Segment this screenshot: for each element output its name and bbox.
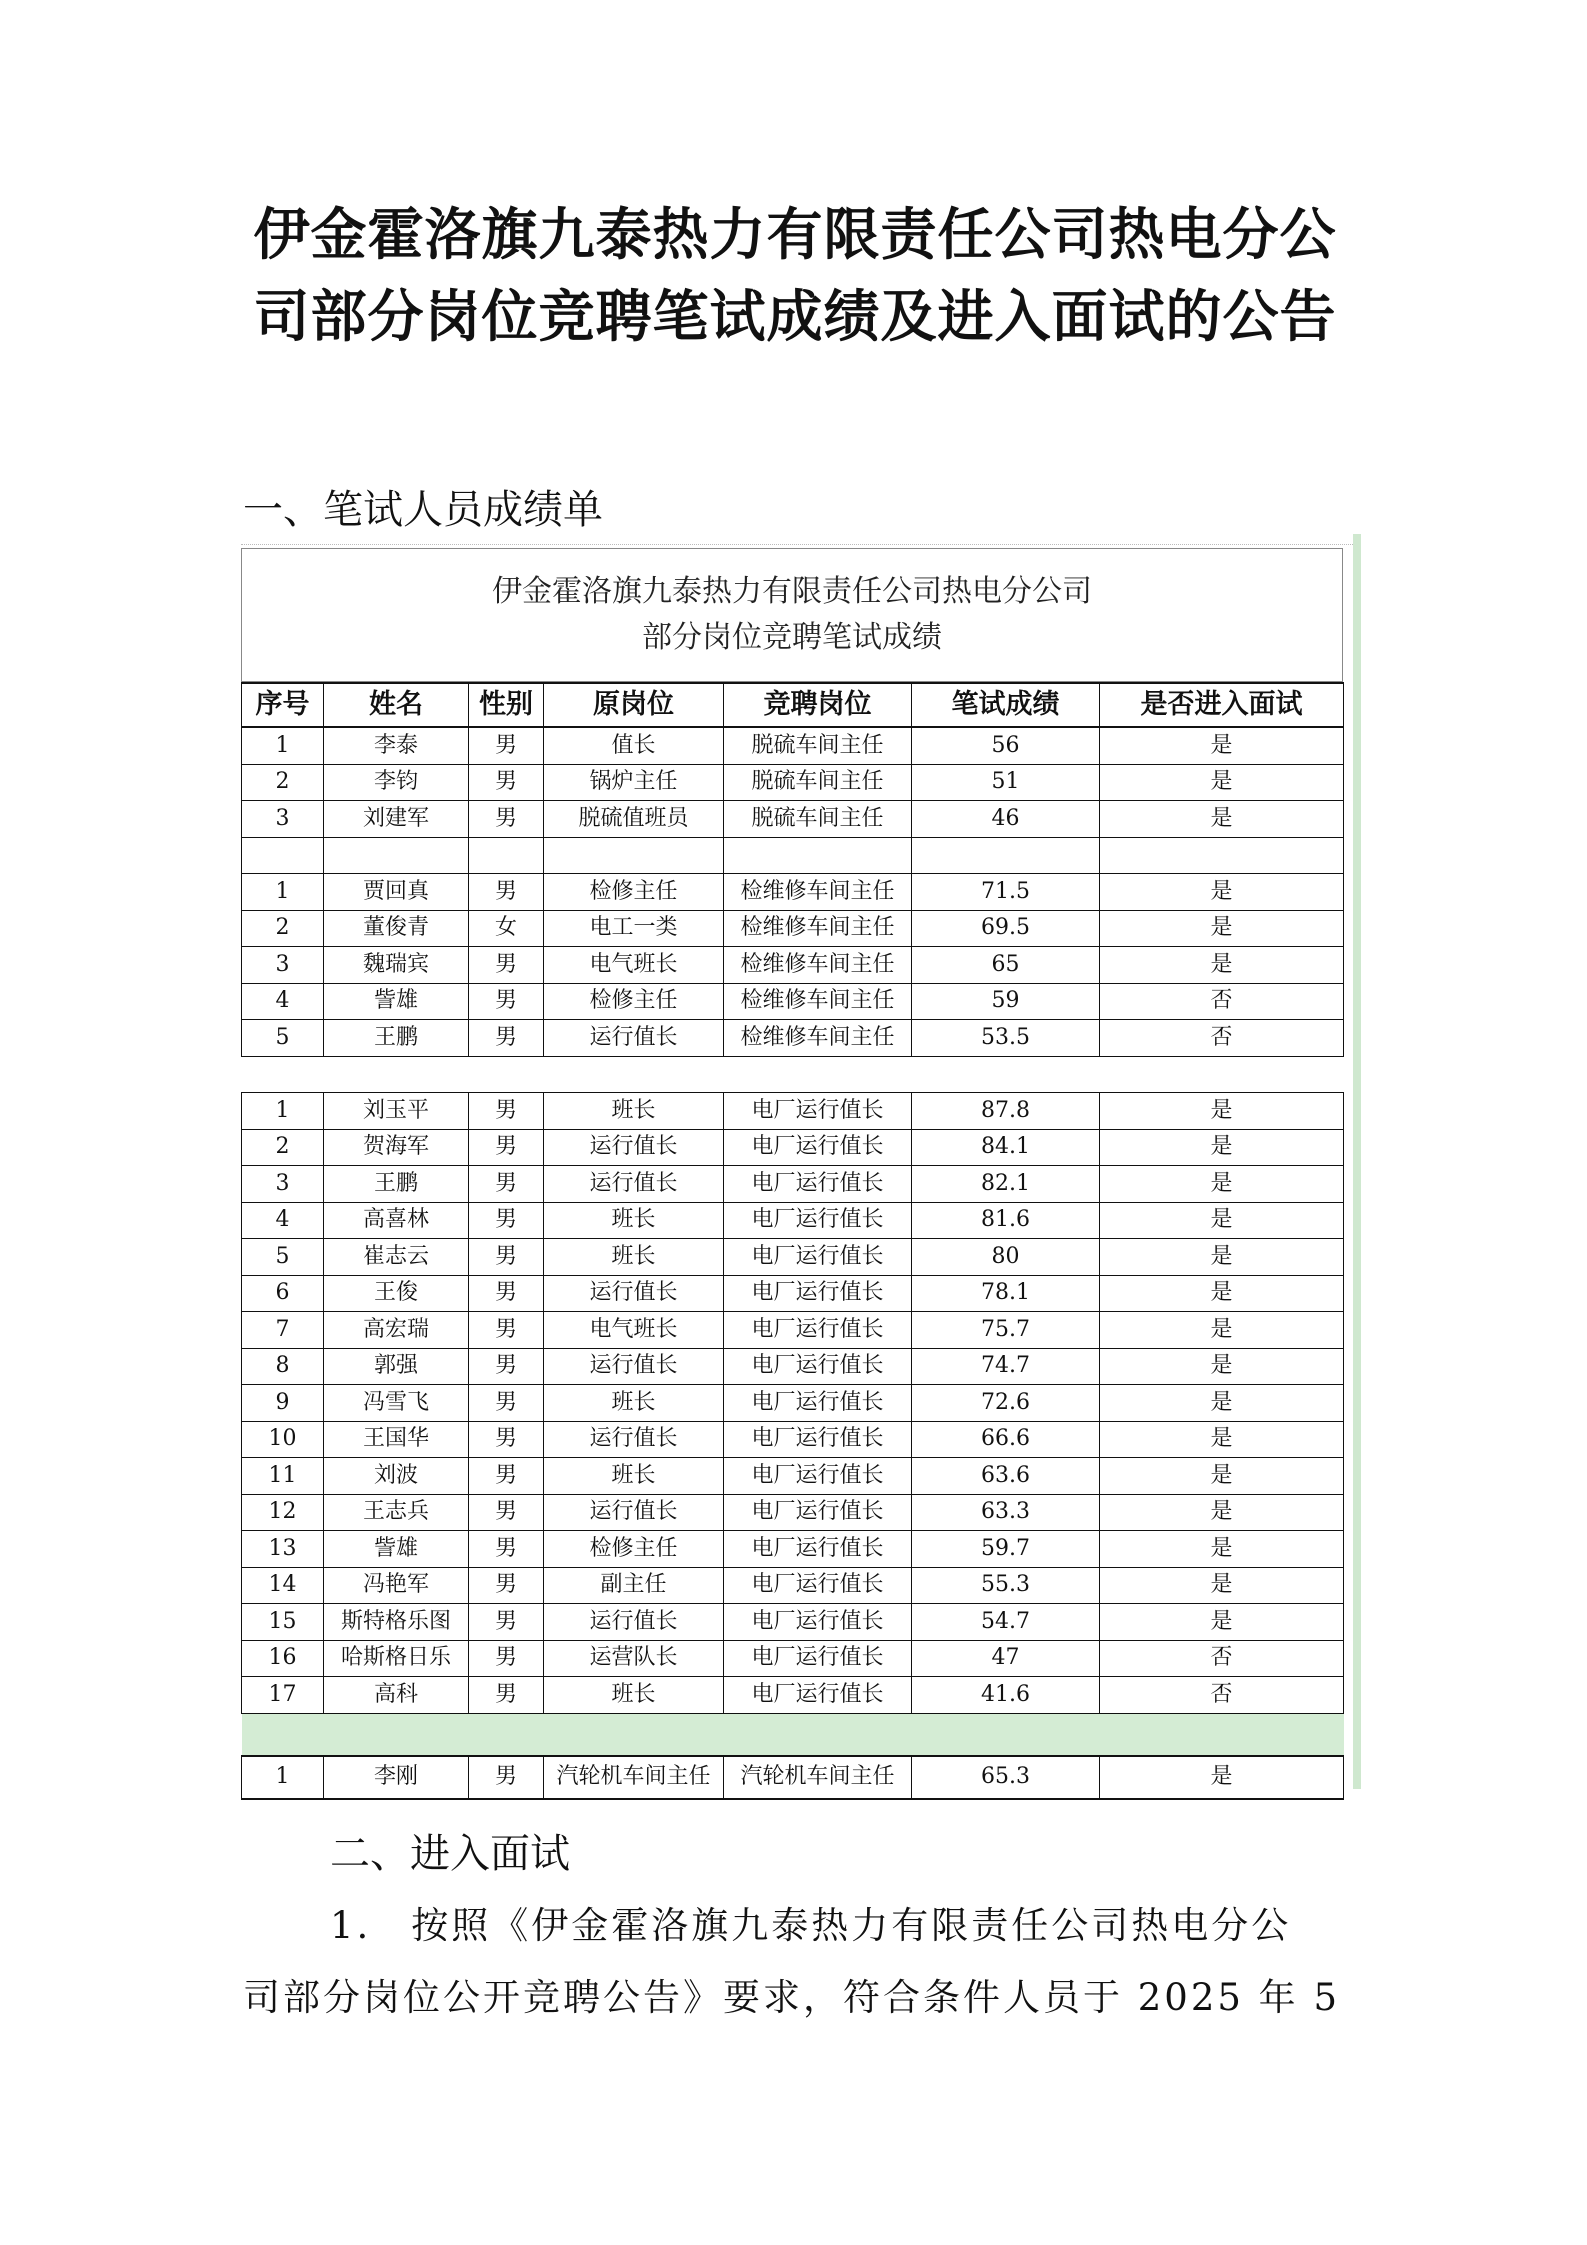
- table-row: [242, 1640, 1344, 1677]
- cell-score: 80: [912, 1239, 1100, 1276]
- cell-interview: 是: [1100, 1531, 1344, 1568]
- cell-interview: 是: [1100, 1756, 1344, 1799]
- cell-gender: 女: [469, 910, 544, 947]
- cell-score: 54.7: [912, 1604, 1100, 1641]
- cell-seq: 1: [242, 874, 324, 911]
- empty-cell: [544, 837, 724, 874]
- cell-score: 59: [912, 983, 1100, 1020]
- cell-gender: 男: [469, 983, 544, 1020]
- cell-score: 56: [912, 727, 1100, 764]
- score-sheet: [241, 534, 1361, 1789]
- cell-name: 冯艳军: [324, 1567, 469, 1604]
- cell-interview: 是: [1100, 1166, 1344, 1203]
- cell-name: 高喜林: [324, 1202, 469, 1239]
- cell-gender: 男: [469, 1640, 544, 1677]
- cell-seq: 1: [242, 1756, 324, 1799]
- cell-name: 斯特格乐图: [324, 1604, 469, 1641]
- cell-score: 63.3: [912, 1494, 1100, 1531]
- cell-gender: 男: [469, 1756, 544, 1799]
- cell-target-post: 电厂运行值长: [724, 1312, 912, 1349]
- cell-score: 47: [912, 1640, 1100, 1677]
- cell-name: 贾回真: [324, 874, 469, 911]
- table-row: [242, 874, 1344, 911]
- cell-target-post: 脱硫车间主任: [724, 801, 912, 838]
- cell-score: 81.6: [912, 1202, 1100, 1239]
- table-row: [242, 1677, 1344, 1714]
- empty-cell: [324, 837, 469, 874]
- cell-orig-post: 电气班长: [544, 1312, 724, 1349]
- cell-target-post: 电厂运行值长: [724, 1239, 912, 1276]
- cell-orig-post: 锅炉主任: [544, 764, 724, 801]
- cell-gender: 男: [469, 1239, 544, 1276]
- cell-target-post: 电厂运行值长: [724, 1640, 912, 1677]
- cell-seq: 1: [242, 1093, 324, 1130]
- sheet-caption: [241, 548, 1343, 682]
- cell-name: 高科: [324, 1677, 469, 1714]
- cell-score: 71.5: [912, 874, 1100, 911]
- cell-interview: 否: [1100, 1020, 1344, 1057]
- cell-target-post: 电厂运行值长: [724, 1677, 912, 1714]
- cell-seq: 4: [242, 983, 324, 1020]
- cell-orig-post: 运行值长: [544, 1494, 724, 1531]
- table-row: [242, 1239, 1344, 1276]
- table-row: [242, 983, 1344, 1020]
- cell-name: 訾雄: [324, 1531, 469, 1568]
- sheet-top-rule: [241, 534, 1353, 545]
- cell-target-post: 电厂运行值长: [724, 1348, 912, 1385]
- cell-orig-post: 运行值长: [544, 1348, 724, 1385]
- cell-orig-post: 电工一类: [544, 910, 724, 947]
- cell-score: 66.6: [912, 1421, 1100, 1458]
- page-title: [230, 195, 1360, 359]
- cell-gender: 男: [469, 1348, 544, 1385]
- table-row: [242, 910, 1344, 947]
- cell-seq: 15: [242, 1604, 324, 1641]
- caption-line-1: 伊金霍洛旗九泰热力有限责任公司热电分公司: [492, 574, 1092, 609]
- table-row: [242, 1567, 1344, 1604]
- cell-score: 78.1: [912, 1275, 1100, 1312]
- cell-target-post: 电厂运行值长: [724, 1202, 912, 1239]
- cell-interview: 否: [1100, 1640, 1344, 1677]
- cell-gender: 男: [469, 874, 544, 911]
- cell-interview: 是: [1100, 1421, 1344, 1458]
- cell-seq: 5: [242, 1020, 324, 1057]
- cell-gender: 男: [469, 1166, 544, 1203]
- cell-seq: 3: [242, 947, 324, 984]
- cell-seq: 17: [242, 1677, 324, 1714]
- empty-cell: [469, 837, 544, 874]
- empty-cell: [242, 837, 324, 874]
- cell-name: 王志兵: [324, 1494, 469, 1531]
- cell-interview: 是: [1100, 1567, 1344, 1604]
- cell-score: 51: [912, 764, 1100, 801]
- table-row: [242, 764, 1344, 801]
- cell-target-post: 电厂运行值长: [724, 1531, 912, 1568]
- cell-interview: 是: [1100, 874, 1344, 911]
- cell-gender: 男: [469, 1604, 544, 1641]
- cell-seq: 4: [242, 1202, 324, 1239]
- cell-orig-post: 副主任: [544, 1567, 724, 1604]
- cell-interview: 否: [1100, 983, 1344, 1020]
- paragraph-line-2: 司部分岗位公开竞聘公告》要求，符合条件人员于 2025 年 5: [243, 1976, 1340, 2019]
- cell-name: 王俊: [324, 1275, 469, 1312]
- cell-target-post: 检维修车间主任: [724, 910, 912, 947]
- cell-gender: 男: [469, 1677, 544, 1714]
- cell-interview: 是: [1100, 1202, 1344, 1239]
- cell-gender: 男: [469, 1458, 544, 1495]
- cell-name: 刘波: [324, 1458, 469, 1495]
- cell-orig-post: 电气班长: [544, 947, 724, 984]
- cell-gender: 男: [469, 1312, 544, 1349]
- cell-gender: 男: [469, 1385, 544, 1422]
- table-row: [242, 1275, 1344, 1312]
- cell-target-post: 电厂运行值长: [724, 1494, 912, 1531]
- cell-seq: 13: [242, 1531, 324, 1568]
- empty-cell: [1100, 837, 1344, 874]
- header-score: 笔试成绩: [912, 683, 1100, 727]
- group-separator-row: [242, 1056, 1344, 1093]
- table-row: [242, 1421, 1344, 1458]
- table-header-row: [242, 683, 1344, 727]
- cell-interview: 否: [1100, 1677, 1344, 1714]
- score-table: [241, 682, 1344, 1800]
- header-gender: 性别: [469, 683, 544, 727]
- cell-score: 87.8: [912, 1093, 1100, 1130]
- cell-target-post: 电厂运行值长: [724, 1166, 912, 1203]
- cell-name: 董俊青: [324, 910, 469, 947]
- cell-gender: 男: [469, 764, 544, 801]
- cell-seq: 6: [242, 1275, 324, 1312]
- cell-target-post: 电厂运行值长: [724, 1421, 912, 1458]
- cell-target-post: 电厂运行值长: [724, 1385, 912, 1422]
- cell-name: 魏瑞宾: [324, 947, 469, 984]
- cell-seq: 16: [242, 1640, 324, 1677]
- cell-orig-post: 班长: [544, 1239, 724, 1276]
- cell-orig-post: 值长: [544, 727, 724, 764]
- cell-orig-post: 运营队长: [544, 1640, 724, 1677]
- body-paragraph: [243, 1890, 1358, 2034]
- cell-name: 李泰: [324, 727, 469, 764]
- table-row: [242, 1458, 1344, 1495]
- table-row: [242, 1020, 1344, 1057]
- cell-score: 65: [912, 947, 1100, 984]
- cell-name: 哈斯格日乐: [324, 1640, 469, 1677]
- cell-name: 王鹏: [324, 1166, 469, 1203]
- cell-name: 訾雄: [324, 983, 469, 1020]
- cell-gender: 男: [469, 1129, 544, 1166]
- header-interview: 是否进入面试: [1100, 683, 1344, 727]
- cell-target-post: 电厂运行值长: [724, 1129, 912, 1166]
- cell-interview: 是: [1100, 727, 1344, 764]
- cell-gender: 男: [469, 801, 544, 838]
- cell-seq: 5: [242, 1239, 324, 1276]
- cell-score: 82.1: [912, 1166, 1100, 1203]
- table-row: [242, 1531, 1344, 1568]
- cell-orig-post: 班长: [544, 1385, 724, 1422]
- cell-seq: 7: [242, 1312, 324, 1349]
- cell-target-post: 脱硫车间主任: [724, 727, 912, 764]
- cell-orig-post: 检修主任: [544, 983, 724, 1020]
- cell-target-post: 检维修车间主任: [724, 1020, 912, 1057]
- cell-orig-post: 班长: [544, 1458, 724, 1495]
- cell-score: 59.7: [912, 1531, 1100, 1568]
- cell-orig-post: 运行值长: [544, 1166, 724, 1203]
- cell-orig-post: 汽轮机车间主任: [544, 1756, 724, 1799]
- cell-gender: 男: [469, 1494, 544, 1531]
- cell-orig-post: 班长: [544, 1202, 724, 1239]
- cell-gender: 男: [469, 1567, 544, 1604]
- table-row: [242, 1166, 1344, 1203]
- cell-seq: 3: [242, 1166, 324, 1203]
- cell-name: 刘玉平: [324, 1093, 469, 1130]
- cell-name: 王国华: [324, 1421, 469, 1458]
- cell-name: 王鹏: [324, 1020, 469, 1057]
- cell-target-post: 检维修车间主任: [724, 983, 912, 1020]
- cell-interview: 是: [1100, 1093, 1344, 1130]
- cell-target-post: 检维修车间主任: [724, 947, 912, 984]
- cell-orig-post: 运行值长: [544, 1421, 724, 1458]
- cell-score: 55.3: [912, 1567, 1100, 1604]
- table-row: [242, 1385, 1344, 1422]
- cell-target-post: 脱硫车间主任: [724, 764, 912, 801]
- table-row: [242, 1093, 1344, 1130]
- cell-seq: 3: [242, 801, 324, 838]
- cell-orig-post: 脱硫值班员: [544, 801, 724, 838]
- table-row: [242, 947, 1344, 984]
- table-row: [242, 1312, 1344, 1349]
- table-row: [242, 801, 1344, 838]
- cell-score: 84.1: [912, 1129, 1100, 1166]
- cell-score: 74.7: [912, 1348, 1100, 1385]
- cell-gender: 男: [469, 1202, 544, 1239]
- cell-target-post: 电厂运行值长: [724, 1458, 912, 1495]
- cell-seq: 1: [242, 727, 324, 764]
- table-row: [242, 1756, 1344, 1799]
- cell-target-post: 电厂运行值长: [724, 1093, 912, 1130]
- cell-interview: 是: [1100, 910, 1344, 947]
- empty-cell: [912, 837, 1100, 874]
- table-row: [242, 1348, 1344, 1385]
- cell-name: 高宏瑞: [324, 1312, 469, 1349]
- cell-target-post: 电厂运行值长: [724, 1604, 912, 1641]
- cell-interview: 是: [1100, 1604, 1344, 1641]
- cell-interview: 是: [1100, 1458, 1344, 1495]
- cell-name: 贺海军: [324, 1129, 469, 1166]
- empty-cell: [242, 1713, 1344, 1756]
- cell-name: 冯雪飞: [324, 1385, 469, 1422]
- cell-score: 41.6: [912, 1677, 1100, 1714]
- table-row: [242, 727, 1344, 764]
- cell-gender: 男: [469, 1020, 544, 1057]
- cell-interview: 是: [1100, 1494, 1344, 1531]
- cell-orig-post: 班长: [544, 1093, 724, 1130]
- group-separator-row: [242, 837, 1344, 874]
- table-row: [242, 1129, 1344, 1166]
- cell-interview: 是: [1100, 801, 1344, 838]
- cell-score: 63.6: [912, 1458, 1100, 1495]
- empty-cell: [724, 837, 912, 874]
- cell-seq: 8: [242, 1348, 324, 1385]
- cell-orig-post: 运行值长: [544, 1275, 724, 1312]
- title-line-2: 司部分岗位竞聘笔试成绩及进入面试的公告: [253, 285, 1337, 350]
- cell-seq: 12: [242, 1494, 324, 1531]
- cell-target-post: 电厂运行值长: [724, 1275, 912, 1312]
- cell-score: 53.5: [912, 1020, 1100, 1057]
- cell-interview: 是: [1100, 947, 1344, 984]
- header-name: 姓名: [324, 683, 469, 727]
- table-row: [242, 1202, 1344, 1239]
- cell-gender: 男: [469, 1093, 544, 1130]
- cell-name: 刘建军: [324, 801, 469, 838]
- cell-interview: 是: [1100, 1129, 1344, 1166]
- caption-line-2: 部分岗位竞聘笔试成绩: [642, 620, 942, 655]
- cell-orig-post: 检修主任: [544, 1531, 724, 1568]
- cell-interview: 是: [1100, 1312, 1344, 1349]
- cell-gender: 男: [469, 1531, 544, 1568]
- empty-cell: [242, 1056, 1344, 1093]
- cell-orig-post: 运行值长: [544, 1129, 724, 1166]
- cell-target-post: 汽轮机车间主任: [724, 1756, 912, 1799]
- cell-name: 郭强: [324, 1348, 469, 1385]
- cell-seq: 9: [242, 1385, 324, 1422]
- cell-target-post: 检维修车间主任: [724, 874, 912, 911]
- cell-gender: 男: [469, 947, 544, 984]
- cell-seq: 2: [242, 910, 324, 947]
- cell-orig-post: 检修主任: [544, 874, 724, 911]
- cell-score: 75.7: [912, 1312, 1100, 1349]
- cell-target-post: 电厂运行值长: [724, 1567, 912, 1604]
- cell-orig-post: 运行值长: [544, 1020, 724, 1057]
- cell-name: 李钧: [324, 764, 469, 801]
- cell-interview: 是: [1100, 1385, 1344, 1422]
- title-line-1: 伊金霍洛旗九泰热力有限责任公司热电分公: [253, 203, 1337, 268]
- cell-score: 65.3: [912, 1756, 1100, 1799]
- cell-seq: 10: [242, 1421, 324, 1458]
- section-heading-scores: 一、笔试人员成绩单: [243, 487, 603, 533]
- table-row: [242, 1494, 1344, 1531]
- cell-name: 李刚: [324, 1756, 469, 1799]
- cell-seq: 11: [242, 1458, 324, 1495]
- cell-gender: 男: [469, 1275, 544, 1312]
- cell-interview: 是: [1100, 764, 1344, 801]
- cell-orig-post: 运行值长: [544, 1604, 724, 1641]
- cell-interview: 是: [1100, 1239, 1344, 1276]
- paragraph-line-1: 1. 按照《伊金霍洛旗九泰热力有限责任公司热电分公: [330, 1904, 1292, 1947]
- cell-seq: 14: [242, 1567, 324, 1604]
- cell-seq: 2: [242, 764, 324, 801]
- cell-seq: 2: [242, 1129, 324, 1166]
- cell-interview: 是: [1100, 1275, 1344, 1312]
- cell-score: 69.5: [912, 910, 1100, 947]
- header-seq: 序号: [242, 683, 324, 727]
- cell-score: 72.6: [912, 1385, 1100, 1422]
- cell-score: 46: [912, 801, 1100, 838]
- cell-gender: 男: [469, 727, 544, 764]
- cell-interview: 是: [1100, 1348, 1344, 1385]
- cell-orig-post: 班长: [544, 1677, 724, 1714]
- section-heading-interview: 二、进入面试: [330, 1831, 570, 1877]
- table-row: [242, 1604, 1344, 1641]
- cell-gender: 男: [469, 1421, 544, 1458]
- header-orig-post: 原岗位: [544, 683, 724, 727]
- header-target-post: 竞聘岗位: [724, 683, 912, 727]
- cell-name: 崔志云: [324, 1239, 469, 1276]
- group-separator-row: [242, 1713, 1344, 1756]
